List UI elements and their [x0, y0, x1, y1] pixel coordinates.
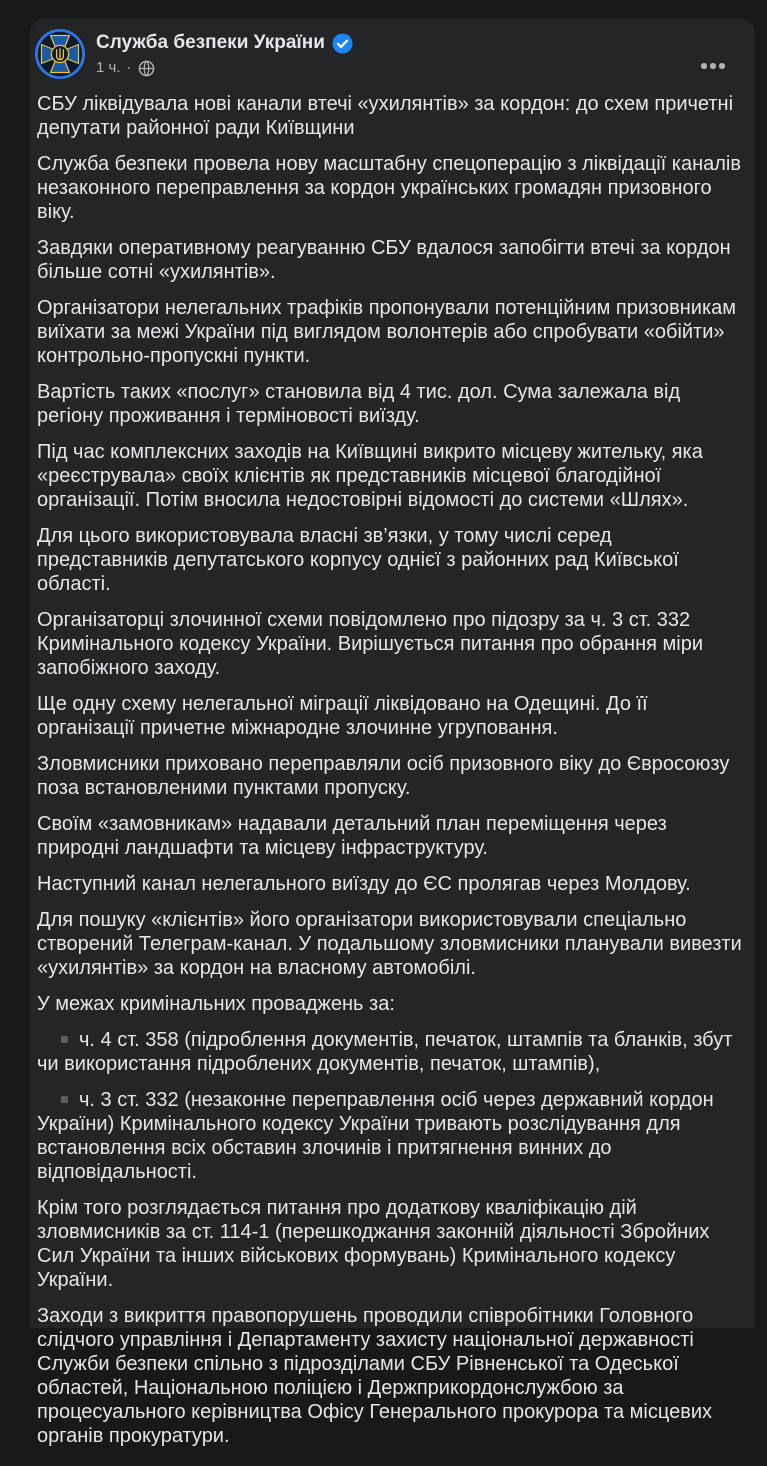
bullet-marker-icon	[61, 1036, 68, 1043]
post-paragraph: У межах кримінальних проваджень за:	[37, 993, 395, 1015]
post-paragraph: Наступний канал нелегального виїзду до ЄС пролягав через Молдову.	[37, 873, 691, 895]
post-content	[30, 80, 755, 1466]
post-header-text	[96, 28, 353, 77]
ellipsis-dot	[701, 63, 707, 69]
avatar[interactable]	[34, 28, 86, 80]
post-meta	[96, 59, 353, 77]
post-paragraph: Завдяки оперативному реагуванню СБУ вдалося запобігти втечі за кордон більше сотні «ухилянтів».	[37, 237, 731, 283]
post-paragraph: Для цього використовувала власні зв’язки, у тому числі серед представників депутатського корпусу однієї з районних рад Київської області.	[37, 525, 679, 595]
post-paragraph: Організатори нелегальних трафіків пропонували потенційним призовникам виїхати за межі України під виглядом волонтерів або спробувати «обійти» контрольно-пропускні пункти.	[37, 297, 737, 367]
list-item-text: ч. 4 ст. 358 (підроблення документів, печаток, штампів та бланків, збут чи використання підроблених документів, печаток, штампів),	[37, 1029, 733, 1075]
post-paragraph: Ще одну схему нелегальної міграції ліквідовано на Одещині. До її організації причетне міжнародне злочинне угруповання.	[37, 693, 648, 739]
more-options-button[interactable]	[695, 48, 731, 84]
post-paragraph: Вартість таких «послуг» становила від 4 тис. дол. Сума залежала від регіону проживання і терміновості виїзду.	[37, 381, 681, 427]
post-paragraph: Зловмисники приховано переправляли осіб призовного віку до Євросоюзу поза встановленими пунктами пропуску.	[37, 753, 730, 799]
post-list-item	[37, 1088, 747, 1184]
post-list-item	[37, 1028, 747, 1076]
verified-badge-icon	[332, 33, 353, 54]
facebook-post-card	[30, 18, 755, 1447]
post-paragraph: Заходи з викриття правопорушень проводили співробітники Головного слідчого управління і Департаменту захисту національної державності Служби безпеки спільно з підрозділами СБУ Рівненської та Одеської областей, Національною поліцією і Держприкордонслужбою за процесуального керівництва Офісу Генерального прокурора та місцевих органів прокуратури.	[37, 1305, 712, 1447]
sbu-emblem-icon	[34, 28, 86, 80]
post-paragraph: Під час комплексних заходів на Київщині викрито місцеву жительку, яка «реєструвала» своїх клієнтів як представників місцевої благодійної організації. Потім вносила недостовірні відомості до системи «Шлях».	[37, 441, 703, 511]
page-name[interactable]: Служба безпеки України	[96, 32, 325, 53]
post-paragraph: Своїм «замовникам» надавали детальний план переміщення через природні ландшафти та місцеву інфраструктуру.	[37, 813, 667, 859]
timestamp[interactable]: 1 ч.	[96, 59, 121, 76]
bullet-marker-icon	[61, 1096, 68, 1103]
post-paragraph: Служба безпеки провела нову масштабну спецоперацію з ліквідації каналів незаконного переправлення за кордон українських громадян призовного віку.	[37, 153, 742, 223]
ellipsis-dot	[719, 63, 725, 69]
list-item-text: ч. 3 ст. 332 (незаконне переправлення осіб через державний кордон України) Кримінального кодексу України тривають розслідування для встановлення всіх обставин злочинів і притягнення винних до відповідальності.	[37, 1089, 714, 1183]
meta-separator: ·	[126, 59, 132, 76]
post-paragraph: Для пошуку «клієнтів» його організатори використовували спеціально створений Телеграм-канал. У подальшому зловмисники планували вивезти «ухилянтів» за кордон на власному автомобілі.	[37, 909, 742, 979]
post-header	[30, 18, 755, 80]
ellipsis-dot	[710, 63, 716, 69]
post-paragraph: Крім того розглядається питання про додаткову кваліфікацію дій зловмисників за ст. 114-1 (перешкоджання законній діяльності Збройних Сил України та інших військових формувань) Кримінального кодексу України.	[37, 1197, 710, 1291]
public-globe-icon	[138, 60, 155, 77]
post-paragraph: Організаторці злочинної схеми повідомлено про підозру за ч. 3 ст. 332 Кримінального кодексу України. Вирішується питання про обрання міри запобіжного заходу.	[37, 609, 704, 679]
post-paragraph: СБУ ліквідувала нові канали втечі «ухилянтів» за кордон: до схем причетні депутати районної ради Київщини	[37, 93, 734, 139]
